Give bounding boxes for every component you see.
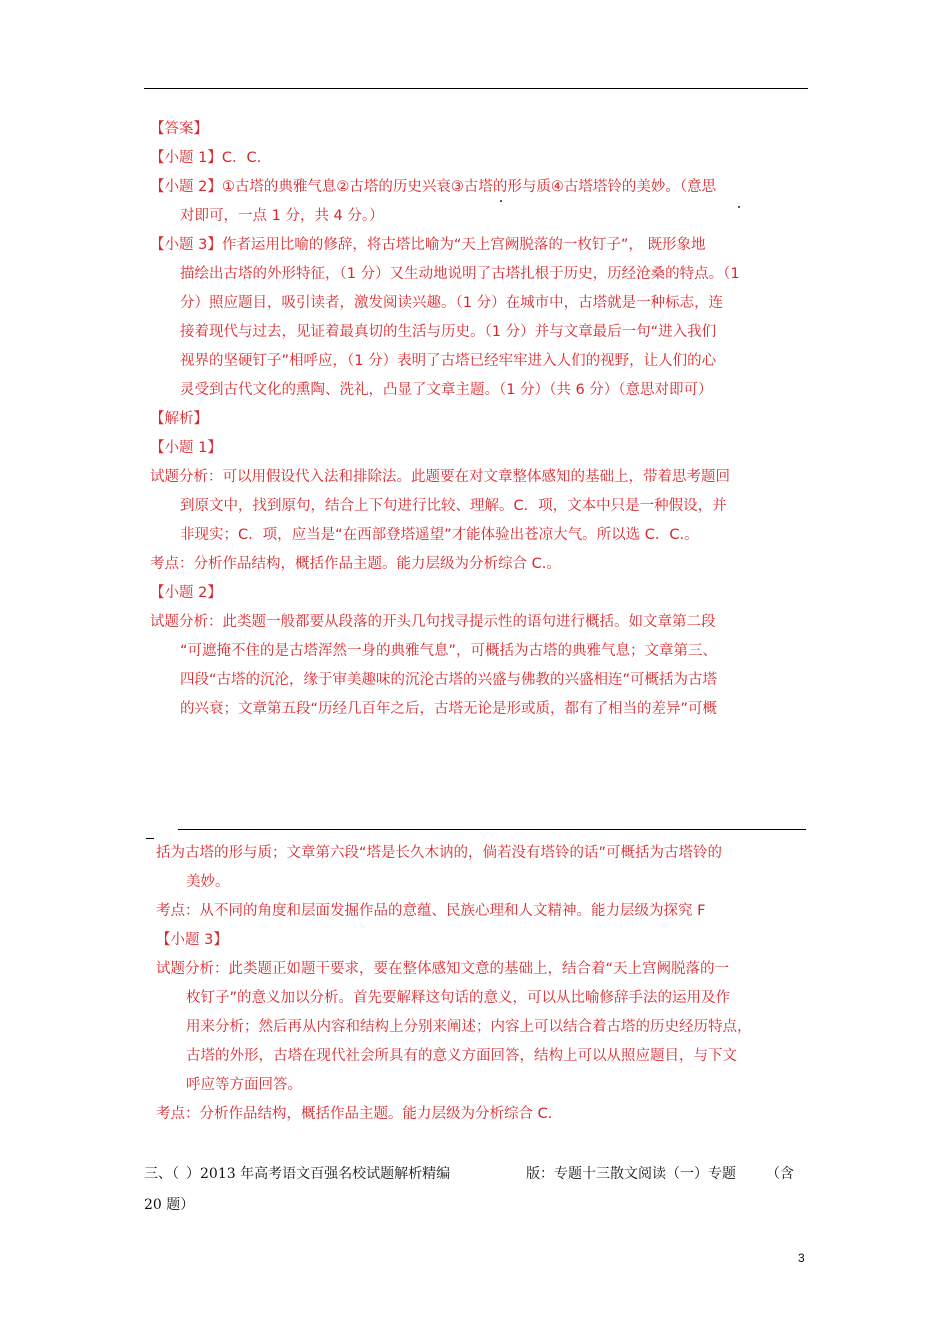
top-rule	[144, 88, 808, 89]
footer-part-5: 20 题）	[144, 1197, 195, 1213]
middle-rule	[178, 829, 806, 830]
scan-speck	[500, 200, 502, 202]
analysis-q3-line5: 呼应等方面回答。	[186, 1077, 302, 1093]
analysis-q3-point: 考点：分析作品结构，概括作品主题。能力层级为分析综合 C.	[156, 1106, 553, 1122]
footer-part-2: ）2013 年高考语文百强名校试题解析精编	[186, 1166, 451, 1182]
analysis-q2-line6: 美妙。	[186, 874, 230, 890]
answer-q3-line4: 接着现代与过去，见证着最真切的生活与历史。（1 分）并与文章最后一句“进入我们	[180, 324, 717, 340]
middle-rule-tick	[146, 838, 154, 839]
analysis-q3-line1: 试题分析：此类题正如题干要求，要在整体感知文意的基础上，结合着“天上宫阙脱落的一	[156, 961, 730, 977]
analysis-q3-line4: 古塔的外形，古塔在现代社会所具有的意义方面回答，结构上可以从照应题目，与下文	[186, 1048, 737, 1064]
answer-q3-line2: 描绘出古塔的外形特征，（1 分）又生动地说明了古塔扎根于历史，历经沧桑的特点。（1	[180, 266, 740, 282]
answer-q3-line6: 灵受到古代文化的熏陶、洗礼，凸显了文章主题。（1 分）（共 6 分）（意思对即可）	[180, 382, 713, 398]
footer-part-3: 版：专题十三散文阅读（一）专题	[526, 1166, 736, 1182]
answer-q1: 【小题 1】C．C.	[150, 150, 262, 166]
analysis-q3-line2: 枚钉子”的意义加以分析。首先要解释这句话的意义，可以从比喻修辞手法的运用及作	[186, 990, 731, 1006]
footer-part-4: （含	[766, 1166, 794, 1182]
answer-q2-cont: 对即可，一点 1 分，共 4 分。）	[180, 208, 384, 224]
analysis-q2-line3: 四段“古塔的沉沦，缘于审美趣味的沉沦古塔的兴盛与佛教的兴盛相连”可概括为古塔	[180, 672, 718, 688]
analysis-q1-point: 考点：分析作品结构，概括作品主题。能力层级为分析综合 C.。	[150, 556, 561, 572]
answer-q3-line5: 视界的坚硬钉子”相呼应，（1 分）表明了古塔已经牢牢进入人们的视野，让人们的心	[180, 353, 717, 369]
heading-answer: 【答案】	[150, 121, 208, 137]
answer-q2: 【小题 2】①古塔的典雅气息②古塔的历史兴衰③古塔的形与质④古塔塔铃的美妙。（意思	[150, 179, 717, 195]
scan-speck	[738, 206, 740, 208]
analysis-q2-heading: 【小题 2】	[150, 585, 222, 601]
analysis-q1-line1: 试题分析：可以用假设代入法和排除法。此题要在对文章整体感知的基础上，带着思考题回	[150, 469, 730, 485]
analysis-q3-heading: 【小题 3】	[156, 932, 228, 948]
footer-part-1: 三、（	[144, 1166, 179, 1182]
analysis-q2-line2: “可遮掩不住的是古塔浑然一身的典雅气息”，可概括为古塔的典雅气息；文章第三、	[180, 643, 718, 659]
heading-analysis: 【解析】	[150, 411, 208, 427]
analysis-q3-line3: 用来分析；然后再从内容和结构上分别来阐述；内容上可以结合着古塔的历史经历特点，	[186, 1019, 752, 1035]
analysis-q2-line1: 试题分析：此类题一般都要从段落的开头几句找寻提示性的语句进行概括。如文章第二段	[150, 614, 716, 630]
analysis-q2-line5: 括为古塔的形与质；文章第六段“塔是长久木讷的，倘若没有塔铃的话”可概括为古塔铃的	[156, 845, 723, 861]
analysis-q2-line4: 的兴衰；文章第五段“历经几百年之后，古塔无论是形或质，都有了相当的差异”可概	[180, 701, 718, 717]
answer-q3-line3: 分）照应题目，吸引读者，激发阅读兴趣。（1 分）在城市中，古塔就是一种标志，连	[180, 295, 724, 311]
answer-q3: 【小题 3】作者运用比喻的修辞，将古塔比喻为“天上宫阙脱落的一枚钉子”， 既形象地	[150, 237, 706, 253]
analysis-q2-point: 考点：从不同的角度和层面发掘作品的意蕴、民族心理和人文精神。能力层级为探究 F	[156, 903, 706, 919]
page-number: 3	[798, 1251, 805, 1265]
analysis-q1-line3: 非现实；C．项，应当是“在西部登塔遥望”才能体验出苍凉大气。所以选 C．C.。	[180, 527, 699, 543]
analysis-q1-heading: 【小题 1】	[150, 440, 222, 456]
analysis-q1-line2: 到原文中，找到原句，结合上下句进行比较、理解。C．项，文本中只是一种假设，并	[180, 498, 727, 514]
